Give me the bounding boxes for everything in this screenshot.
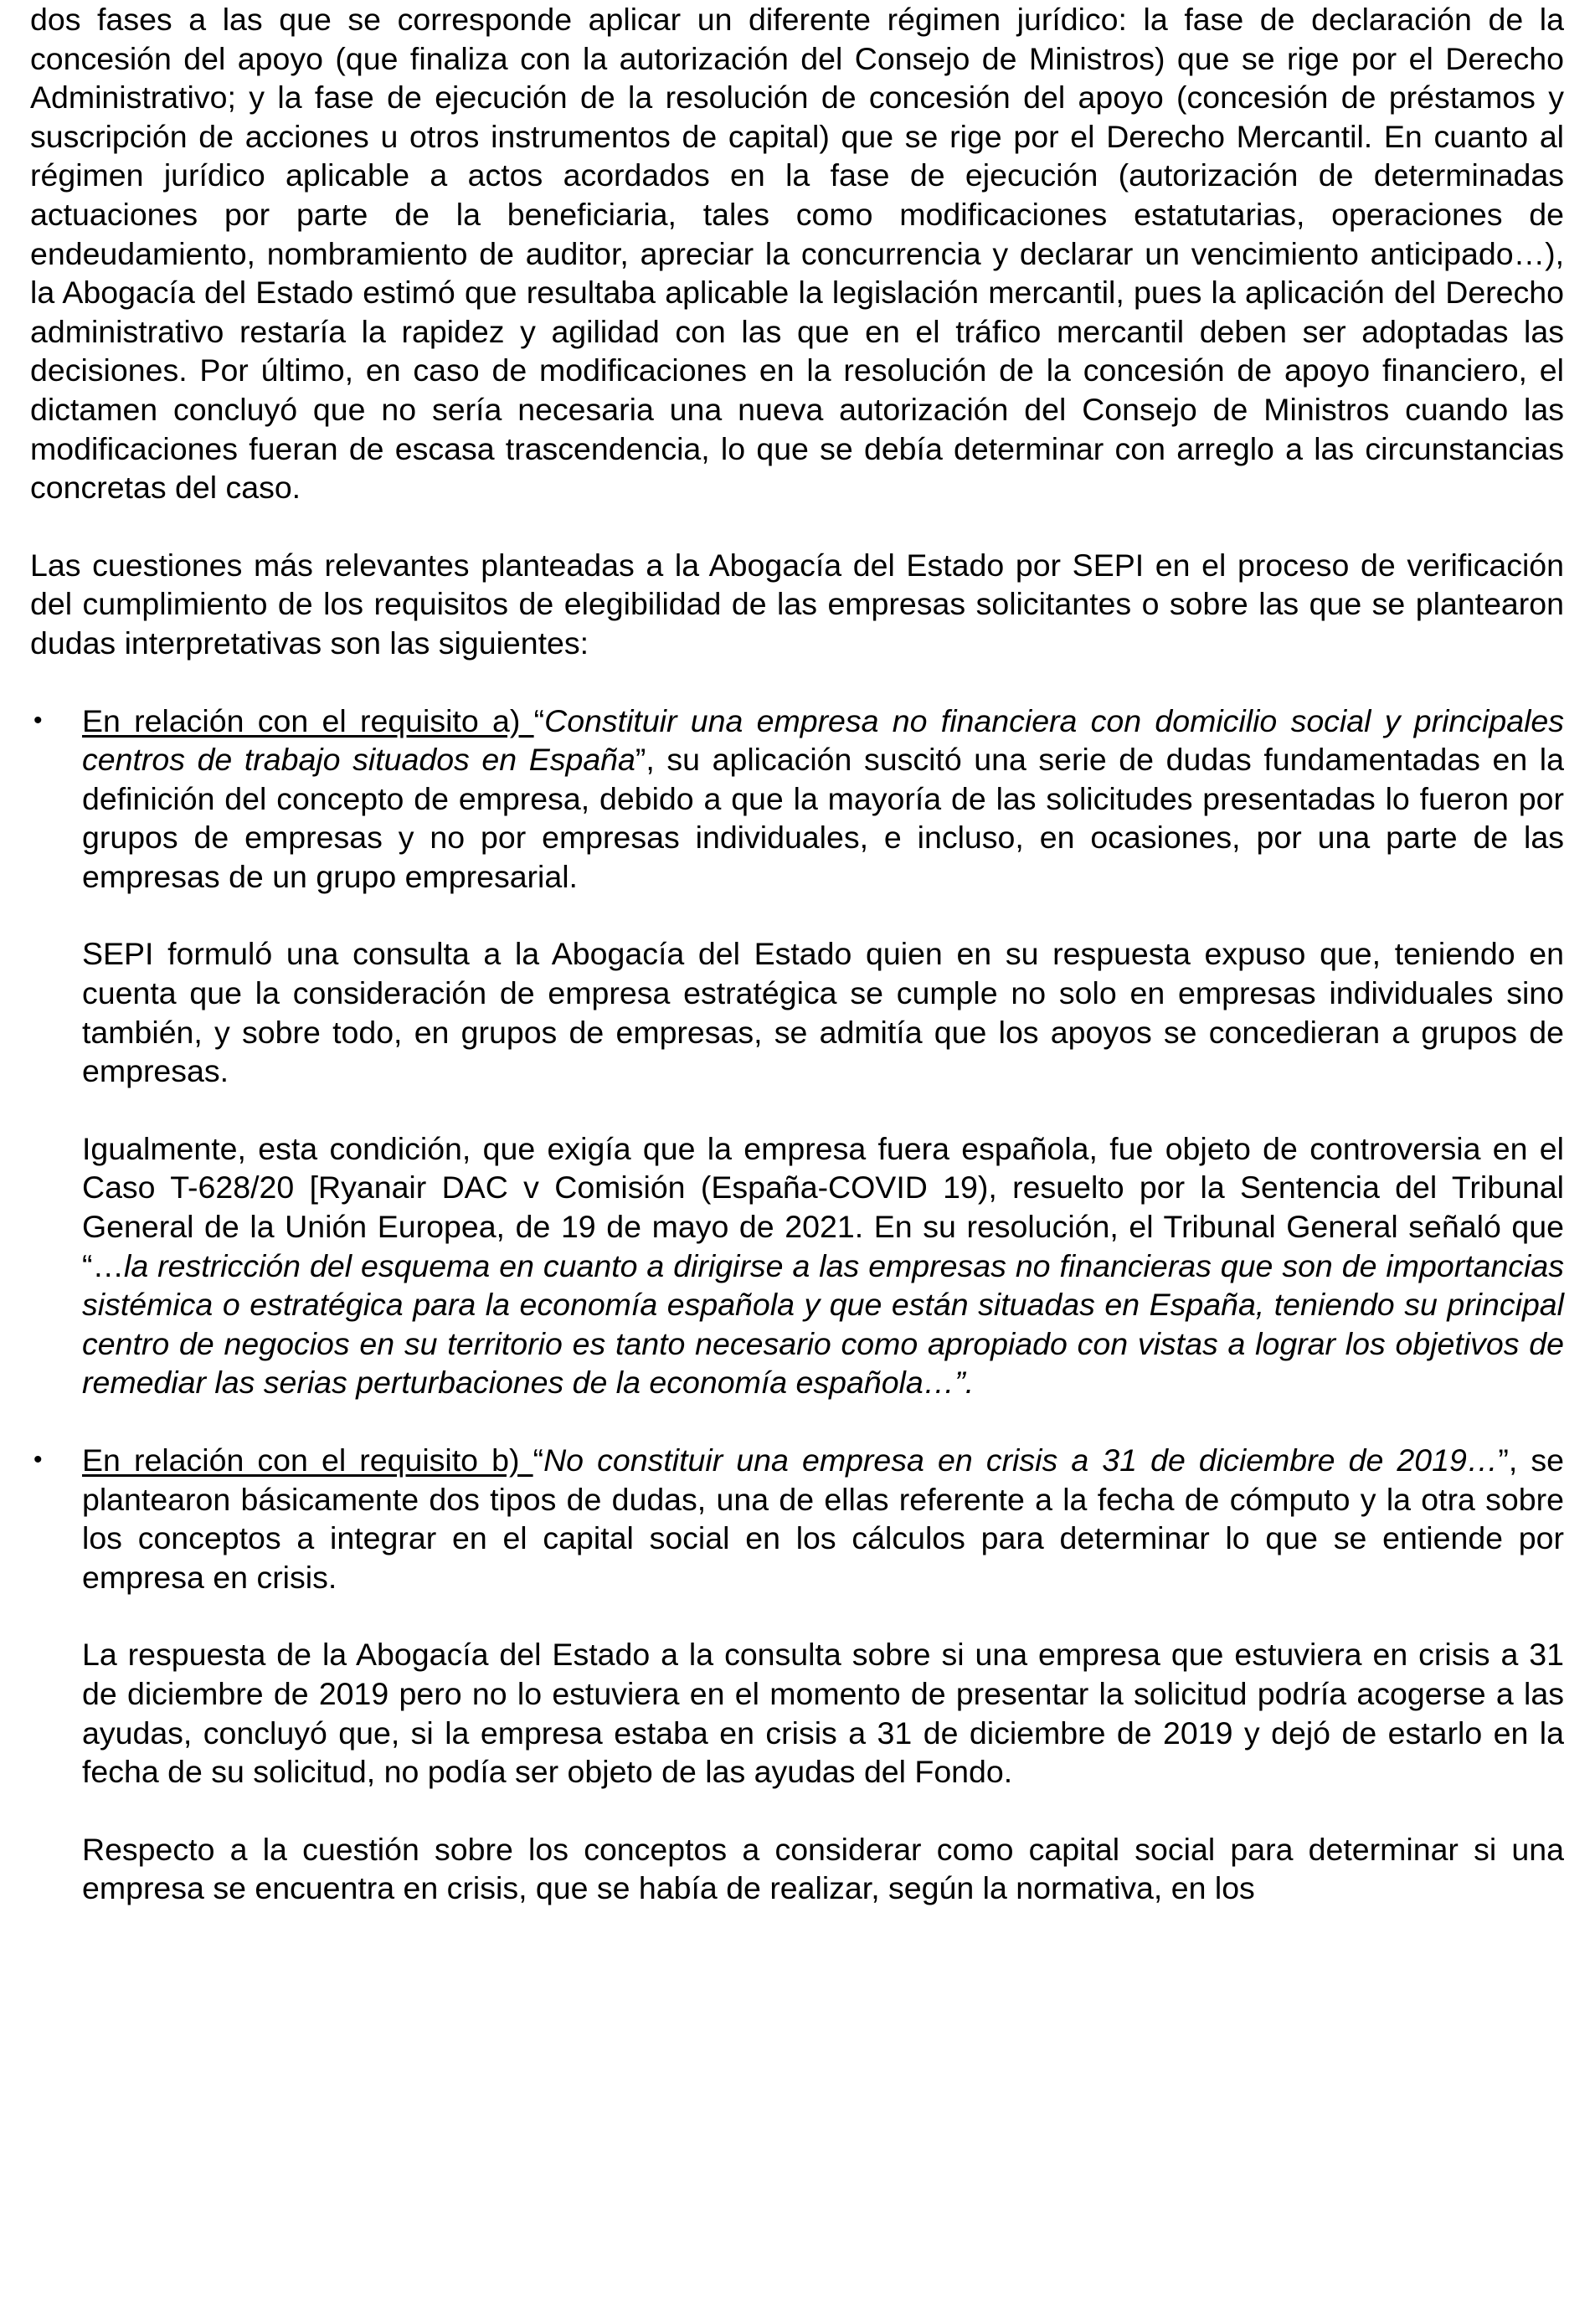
sentencia-text: Igualmente, esta condición, que exigía que la empresa fuera española, fue objeto de controversia en el Caso T-628/20 [Ryanair DAC v Comisión (España-COVID 19), resuelto por la Sentencia del Tribunal General de la Unión Europea, de 19 de mayo de 2021. En su resolución, el Tribunal General señaló que “… (82, 1130, 1564, 1283)
bullet-b-lead-paragraph (82, 1441, 1564, 1596)
quote-open: “ (533, 702, 545, 738)
document-page (30, 0, 1564, 1908)
quote-open: “ (533, 1442, 544, 1478)
bullet-a-body: , su aplicación suscitó una serie de dudas fundamentadas en la definición del concepto de empresa, debido a que la mayoría de las solicitudes presentadas lo fueron por grupos de empresas y no por empresas individuales, e incluso, en ocasiones, por una parte de las empresas de un grupo empresarial. (82, 742, 1564, 894)
requisito-a-quote: Constituir una empresa no financiera con domicilio social y principales centros de trabajo situados en España (82, 702, 1565, 778)
bullet-a-sentencia-paragraph (82, 1129, 1564, 1402)
bullet-a-lead-paragraph (82, 702, 1564, 897)
requisito-b-label: En relación con el requisito b) (82, 1442, 533, 1478)
bullet-item-requisito-b (30, 1441, 1564, 1908)
bullet-b-capital-paragraph: Respecto a la cuestión sobre los conceptos a considerar como capital social para determinar si una empresa se encuentra en crisis, que se había de realizar, según la normativa, en los (82, 1831, 1564, 1906)
paragraph-cuestiones-relevantes: Las cuestiones más relevantes planteadas a la Abogacía del Estado por SEPI en el proceso de verificación del cumplimiento de los requisitos de elegibilidad de las empresas solicitantes o sobre las que se plantearon dudas interpretativas son las siguientes: (30, 547, 1564, 661)
requisito-b-quote: No constituir una empresa en crisis a 31 de diciembre de 2019… (543, 1442, 1499, 1478)
quote-close: ” (635, 742, 646, 778)
sentencia-end: ”. (954, 1365, 975, 1401)
quote-close: ” (1498, 1442, 1509, 1478)
sentencia-quote: la restricción del esquema en cuanto a dirigirse a las empresas no financieras que son de importancias sistémica o estratégica para la economía española y que están situadas en España, teniendo su principal centro de negocios en su territorio es tanto necesario como apropiado con vistas a lograr los objetivos de remediar las serias perturbaciones de la economía española… (82, 1247, 1564, 1401)
requisito-a-label: En relación con el requisito a) (82, 702, 534, 738)
bullet-a-consulta-paragraph: SEPI formuló una consulta a la Abogacía del Estado quien en su respuesta expuso que, teniendo en cuenta que la consideración de empresa estratégica se cumple no solo en empresas individuales sino también, y sobre todo, en grupos de empresas, se admitía que los apoyos se concedieran a grupos de empresas. (82, 936, 1564, 1089)
bullet-b-body: , se plantearon básicamente dos tipos de dudas, una de ellas referente a la fecha de cómputo y la otra sobre los conceptos a integrar en el capital social en los cálculos para determinar lo que se entiende por empresa en crisis. (82, 1442, 1564, 1595)
paragraph-regimen-juridico: dos fases a las que se corresponde aplicar un diferente régimen jurídico: la fase de declaración de la concesión del apoyo (que finaliza con la autorización del Consejo de Ministros) que se rige por el Derecho Administrativo; y la fase de ejecución de la resolución de concesión del apoyo (concesión de préstamos y suscripción de acciones u otros instrumentos de capital) que se rige por el Derecho Mercantil. En cuanto al régimen jurídico aplicable a actos acordados en la fase de ejecución (autorización de determinadas actuaciones por parte de la beneficiaria, tales como modificaciones estatutarias, operaciones de endeudamiento, nombramiento de auditor, apreciar la concurrencia y declarar un vencimiento anticipado…), la Abogacía del Estado estimó que resultaba aplicable la legislación mercantil, pues la aplicación del Derecho administrativo restaría la rapidez y agilidad con las que en el tráfico mercantil deben ser adoptadas las decisiones. Por último, en caso de modificaciones en la resolución de la concesión de apoyo financiero, el dictamen concluyó que no sería necesaria una nueva autorización del Consejo de Ministros cuando las modificaciones fueran de escasa trascendencia, lo que se debía determinar con arreglo a las circunstancias concretas del caso. (30, 2, 1564, 506)
bullet-item-requisito-a (30, 702, 1564, 1403)
bullet-b-respuesta-paragraph: La respuesta de la Abogacía del Estado a la consulta sobre si una empresa que estuviera en crisis a 31 de diciembre de 2019 pero no lo estuviera en el momento de presentar la solicitud podría acogerse a las ayudas, concluyó que, si la empresa estaba en crisis a 31 de diciembre de 2019 y dejó de estarlo en la fecha de su solicitud, no podía ser objeto de las ayudas del Fondo. (82, 1637, 1564, 1790)
bullet-icon: • (33, 1446, 43, 1473)
bullet-icon: • (33, 706, 43, 734)
